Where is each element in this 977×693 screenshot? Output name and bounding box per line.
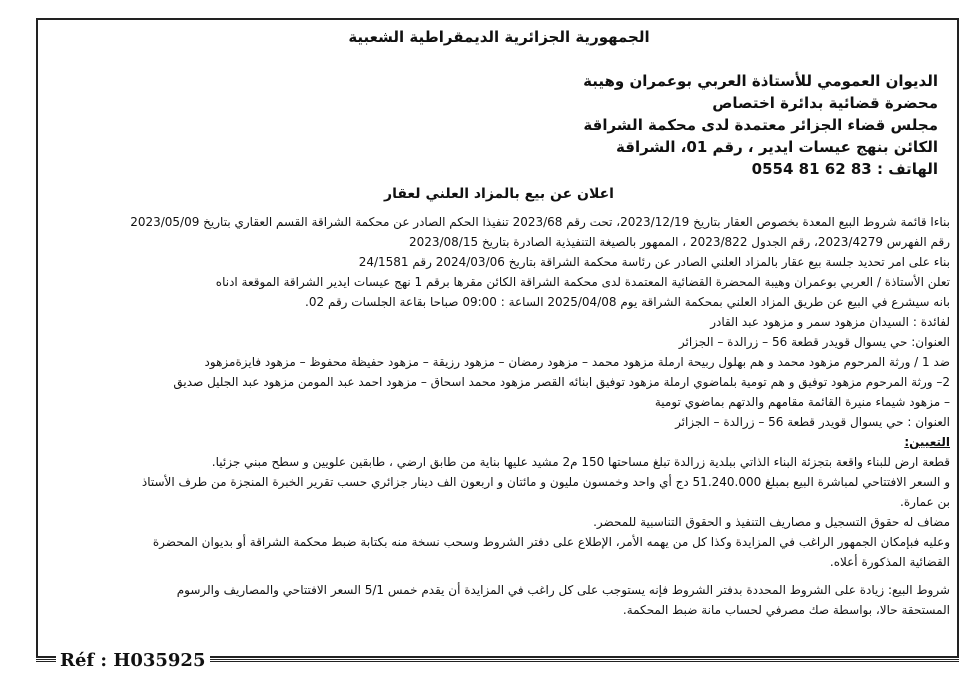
reference-rule <box>184 659 959 662</box>
reference-rule-left <box>36 659 56 662</box>
body-line: تعلن الأستاذة / العربي بوعمران وهيبة المحضرة القضائية المعتمدة لدى محكمة الشراقة الكائن مقرها برقم 1 نهج عيسات ايدير الشراقة الموقعة ادناه <box>215 275 950 289</box>
body-line: بانه سيشرع في البيع عن طريق المزاد العلني بمحكمة الشراقة يوم 2025/04/08 الساعة : 09:00 صباحا بقاعة الجلسات رقم 02. <box>305 295 950 309</box>
body-line: العنوان : حي يسوال قويدر قطعة 56 – زرالدة – الجزائر <box>675 415 950 429</box>
body-line: العنوان: حي يسوال قويدر قطعة 56 – زرالدة – الجزائر <box>678 335 950 349</box>
body-line: شروط البيع: زيادة على الشروط المحددة بدفتر الشروط فإنه يستوجب على كل راغب في المزايدة أن يقدم خمس 5/1 السعر الافتتاحي والمصاريف والرسوم <box>176 583 950 597</box>
body-line: 2– ورثة المرحوم مزهود توفيق و هم تومية بلماضوي ارملة مزهود توفيق ابنائه القصر مزهود محمد اسحاق – مزهود احمد عبد المومن مزهود عبد الجليل صديق <box>173 375 950 389</box>
body-line: بناءا قائمة شروط البيع المعدة بخصوص العقار بتاريخ 2023/12/19، تحت رقم 2023/68 تنفيذا الحكم الصادر عن محكمة الشراقة القسم العقاري بتاريخ 2023/05/09 <box>130 215 950 229</box>
body-line: – مزهود شيماء منيرة القائمة مقامهم والدتهم بماضوي تومية <box>654 395 950 409</box>
office-address: الكائن بنهج عيسات ايدير ، رقم 01، الشراقة <box>616 138 938 156</box>
body-line: بن عمارة. <box>900 495 950 509</box>
notice-title: اعلان عن بيع بالمزاد العلني لعقار <box>384 186 614 202</box>
designation-heading: التعيين: <box>904 435 950 449</box>
reference-row <box>36 650 959 672</box>
office-phone: الهاتف : 83 62 81 0554 <box>751 160 938 178</box>
office-role: محضرة قضائية بدائرة اختصاص <box>712 94 938 112</box>
body-line: قطعة ارض للبناء واقعة بتجزئة البناء الذاتي ببلدية زرالدة تبلغ مساحتها 150 م2 مشيد عليها بناية من طابق ارضي ، طابقين علويين و سطح مبني جزئيا. <box>211 455 950 469</box>
office-name: الديوان العمومي للأستاذة العربي بوعمران وهيبة <box>583 72 938 90</box>
body-line: بناء على امر تحديد جلسة بيع عقار بالمزاد العلني الصادر عن رئاسة محكمة الشراقة بتاريخ 2024/03/06 رقم 24/1581 <box>358 255 950 269</box>
body-line: رقم الفهرس 2023/4279، رقم الجدول 2023/822 ، الممهور بالصيغة التنفيذية الصادرة بتاريخ 2023/08/15 <box>408 235 950 249</box>
republic-heading: الجمهورية الجزائرية الديمقراطية الشعبية <box>348 28 650 46</box>
body-line: القضائية المذكورة أعلاه. <box>829 555 950 569</box>
body-line: لفائدة : السيدان مزهود سمر و مزهود عبد القادر <box>710 315 950 329</box>
body-line: مضاف له حقوق التسجيل و مصاريف التنفيذ و الحقوق التناسبية للمحضر. <box>593 515 950 529</box>
body-line: المستحقة حالا، بواسطة صك مصرفي لحساب مانة ضبط المحكمة. <box>622 603 950 617</box>
body-line: وعليه فبإمكان الجمهور الراغب في المزايدة وكذا كل من يهمه الأمر، الإطلاع على دفتر الشروط وسحب نسخة منه بكتابة ضبط محكمة الشراقة أو بديوان المحضرة <box>152 535 950 549</box>
reference-label: Réf : H035925 <box>56 650 210 671</box>
body-line: و السعر الافتتاحي لمباشرة البيع بمبلغ 51.240.000 دج أي واحد وخمسون مليون و مائتان و اربعون الف دينار جزائري حسب تقرير الخبرة المنجزة من طرف الأستاذ <box>141 475 950 489</box>
office-court: مجلس قضاء الجزائر معتمدة لدى محكمة الشراقة <box>583 116 938 134</box>
body-line: ضد 1 / ورثة المرحوم مزهود محمد و هم بهلول ربيحة ارملة مزهود محمد – مزهود رمضان – مزهود رزيقة – مزهود حفيظة محفوظ – مزهود فايزةمزهود <box>204 355 950 369</box>
